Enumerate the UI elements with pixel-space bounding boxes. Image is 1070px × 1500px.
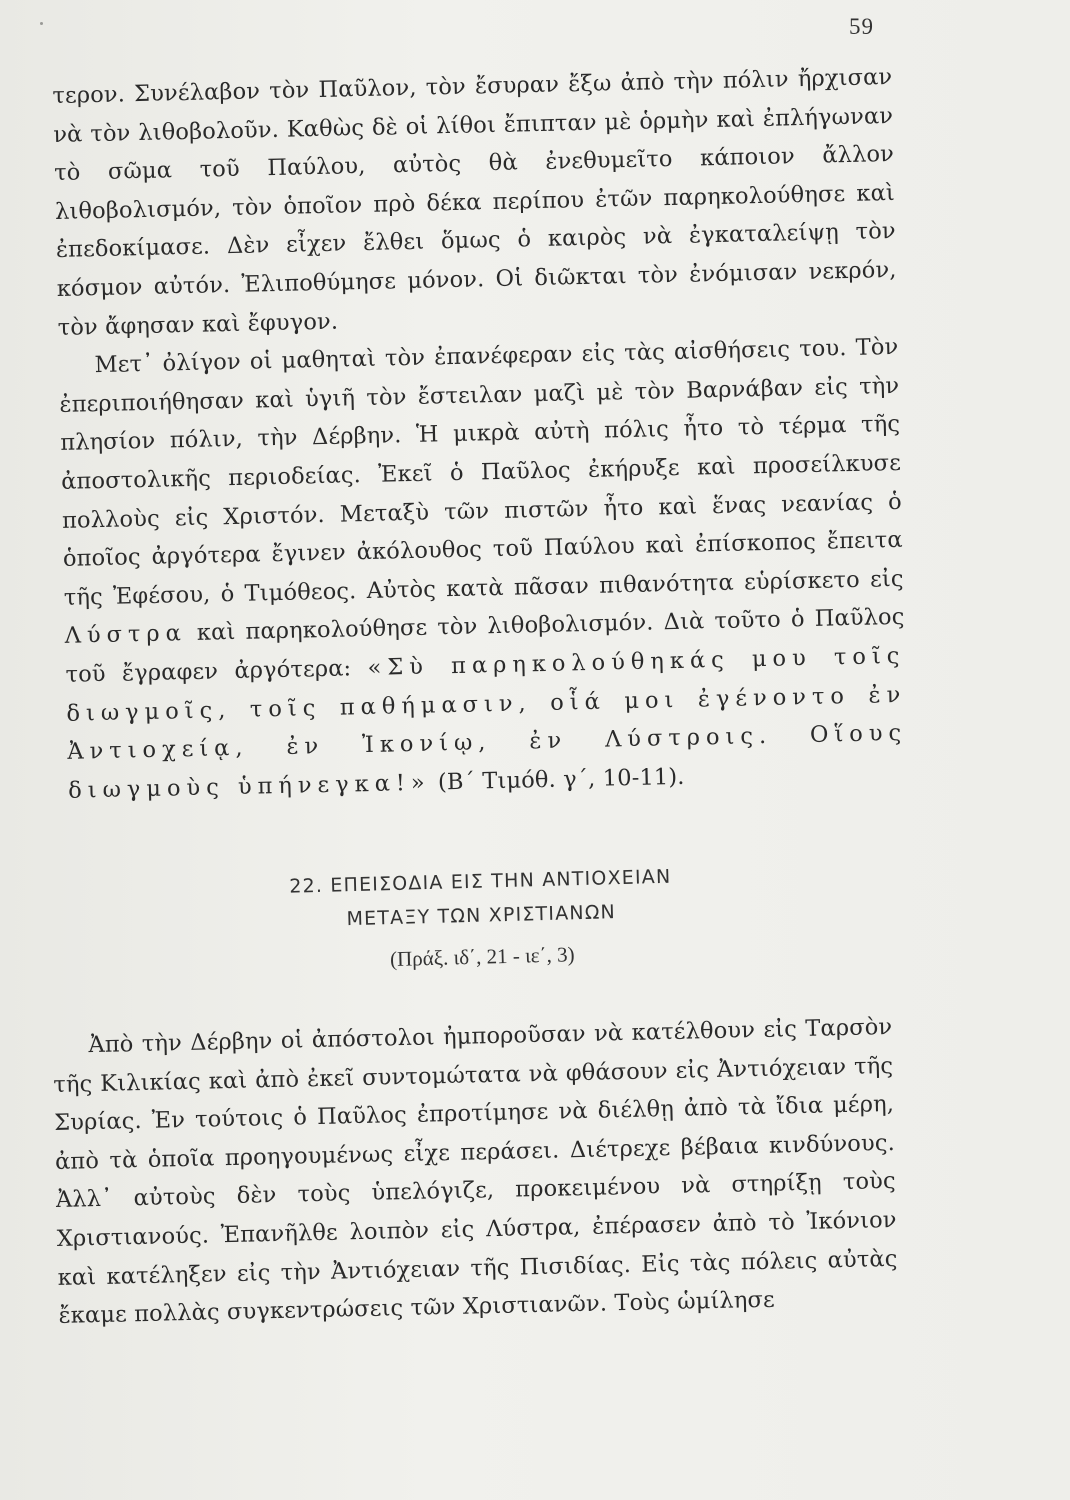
page-number: 59 bbox=[849, 14, 874, 39]
chapter-heading bbox=[200, 857, 763, 984]
chapter-title-line-1: 22. ΕΠΕΙΣΟΔΙΑ ΕΙΣ ΤΗΝ ΑΝΤΙΟΧΕΙΑΝ bbox=[289, 865, 672, 898]
paragraph-derbe-text: Μετ᾽ ὀλίγον οἱ μαθηταὶ τὸν ἐπανέφεραν εἰς τὰς αἰσθήσεις του. Τὸν ἐπεριποιήθησαν καὶ ὑγιῆ τὸν ἔστειλαν μαζὶ μὲ τὸν Βαρνάβαν εἰς τὴν πλησίον πόλιν, τὴν Δέρβην. Ἡ μικρὰ αὐτὴ πόλις ἦτο τὸ τέρμα τῆς ἀποστολικῆς περιοδείας. Ἐκεῖ ὁ Παῦλος ἐκήρυξε καὶ προσείλκυσε πολλοὺς εἰς Χριστόν. Μεταξὺ τῶν πιστῶν ἦτο καὶ ἕνας νεανίας ὁ ὁποῖος ἀργότερα ἔγινεν ἀκόλουθος τοῦ Παύλου καὶ ἐπίσκοπος ἔπειτα τῆς Ἐφέσου, ὁ Τιμόθεος. Αὐτὸς κατὰ πᾶσαν πιθανότητα εὑρίσκετο εἰς bbox=[59, 334, 904, 611]
quote-citation: (Β΄ Τιμόθ. γ΄, 10-11). bbox=[437, 763, 685, 796]
chapter-reference: (Πράξ. ιδ΄, 21 - ιε΄, 3) bbox=[389, 942, 575, 972]
paragraph-return-journey: Ἀπὸ τὴν Δέρβην οἱ ἀπόστολοι ἠμποροῦσαν νὰ κατέλθουν εἰς Ταρσὸν τῆς Κιλικίας καὶ ἀπὸ ἐκεῖ συντομώτατα νὰ φθάσουν εἰς Ἀντιόχειαν τῆς Συρίας. Ἐν τούτοις ὁ Παῦλος ἐπροτίμησε νὰ διέλθῃ ἀπὸ τὰ ἴδια μέρη, ἀπὸ τὰ ὁποῖα προηγουμένως εἶχε περάσει. Διέτρεχε βέβαια κινδύνους. Ἀλλ᾽ αὐτοὺς δὲν τοὺς ὑπελόγιζε, προκειμένου νὰ στηρίξῃ τοὺς Χριστιανούς. Ἐπανῆλθε λοιπὸν εἰς Λύστρα, ἐπέρασεν ἀπὸ τὸ Ἰκόνιον καὶ κατέληξεν εἰς τὴν Ἀντιόχειαν τῆς Πισιδίας. Εἰς τὰς πόλεις αὐτὰς ἔκαμε πολλὰς συγκεντρώσεις τῶν Χριστιανῶν. Τοὺς ὡμίλησε bbox=[53, 1013, 898, 1330]
timothy-quote: «Σὺ παρηκολούθηκάς μου τοῖς διωγμοῖς, τοῖς παθήμασιν, οἷά μοι ἐγένοντο ἐν Ἀντιοχείᾳ, ἐν Ἰκονίῳ, ἐν Λύστροις. Οἵους διωγμοὺς ὑπήνεγκα!» bbox=[66, 642, 908, 804]
body-text-top bbox=[52, 58, 908, 810]
chapter-title-line-2: ΜΕΤΑΞΥ ΤΩΝ ΧΡΙΣΤΙΑΝΩΝ bbox=[346, 901, 617, 931]
paragraph-stoning: τερον. Συνέλαβον τὸν Παῦλον, τὸν ἔσυραν ἔξω ἀπὸ τὴν πόλιν ἤρχισαν νὰ τὸν λιθοβολοῦν. Καθὼς δὲ οἱ λίθοι ἔπιπταν μὲ ὁρμὴν καὶ ἐπλήγωναν τὸ σῶμα τοῦ Παύλου, αὐτὸς θὰ ἐνεθυμεῖτο κάποιον ἄλλον λιθοβολισμόν, τὸν ὁποῖον πρὸ δέκα περίπου ἐτῶν παρηκολούθησε καὶ ἐπεδοκίμασε. Δὲν εἶχεν ἔλθει ὅμως ὁ καιρὸς νὰ ἐγκαταλείψῃ τὸν κόσμον αὐτόν. Ἐλιποθύμησε μόνον. Οἱ διῶκται τὸν ἐνόμισαν νεκρόν, τὸν ἄφησαν καὶ ἔφυγον. bbox=[52, 63, 897, 341]
body-text-bottom bbox=[52, 1008, 899, 1336]
lystra-emphasis: Λύστρα bbox=[64, 620, 188, 650]
paper-speck bbox=[40, 22, 43, 25]
paragraph-derbe bbox=[58, 328, 908, 810]
bridge-text: καὶ παρηκολούθησε τὸν λιθοβολισμόν. Διὰ τοῦτο ὁ Παῦλος τοῦ ἔγραφεν ἀργότερα: bbox=[65, 604, 905, 688]
